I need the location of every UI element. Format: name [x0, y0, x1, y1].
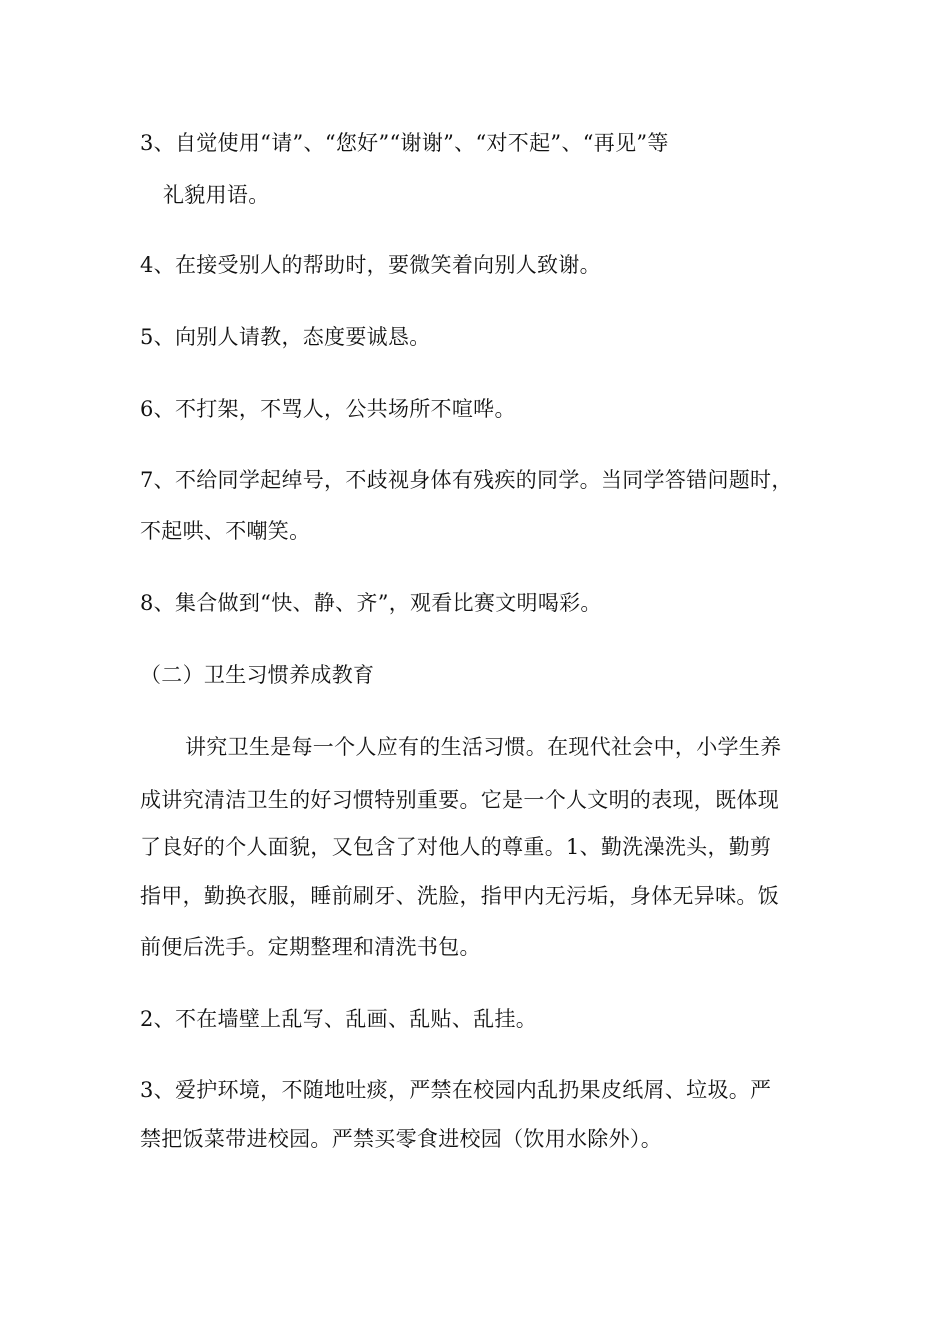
- list-item-7-line-2: 不起哄、不嘲笑。: [140, 519, 311, 543]
- list-item-8: 8、集合做到“快、静、齐”，观看比赛文明喝彩。: [140, 591, 602, 615]
- section-heading: （二）卫生习惯养成教育: [140, 663, 375, 687]
- paragraph-line-4: 指甲，勤换衣服，睡前刷牙、洗脸，指甲内无污垢，身体无异味。饭: [140, 884, 779, 908]
- list-item-3b-line-1: 3、爱护环境，不随地吐痰，严禁在校园内乱扔果皮纸屑、垃圾。严: [140, 1078, 772, 1102]
- list-item-3-line-2: 礼貌用语。: [163, 183, 270, 207]
- paragraph-line-5: 前便后洗手。定期整理和清洗书包。: [140, 935, 481, 959]
- list-item-6: 6、不打架，不骂人，公共场所不喧哗。: [140, 397, 516, 421]
- list-item-2: 2、不在墙壁上乱写、乱画、乱贴、乱挂。: [140, 1007, 538, 1031]
- list-item-3b-line-2: 禁把饭菜带进校园。严禁买零食进校园（饮用水除外）。: [140, 1127, 662, 1151]
- list-item-7-line-1: 7、不给同学起绰号，不歧视身体有残疾的同学。当同学答错问题时，: [140, 468, 793, 492]
- paragraph-line-2: 成讲究清洁卫生的好习惯特别重要。它是一个人文明的表现，既体现: [140, 788, 779, 812]
- paragraph-line-3: 了良好的个人面貌，又包含了对他人的尊重。1、勤洗澡洗头，勤剪: [140, 835, 772, 859]
- list-item-5: 5、向别人请教，态度要诚恳。: [140, 325, 431, 349]
- list-item-4: 4、在接受别人的帮助时，要微笑着向别人致谢。: [140, 253, 601, 277]
- paragraph-line-1: 讲究卫生是每一个人应有的生活习惯。在现代社会中，小学生养: [185, 735, 782, 759]
- list-item-3-line-1: 3、自觉使用“请”、“您好”“谢谢”、“对不起”、“再见”等: [140, 131, 669, 155]
